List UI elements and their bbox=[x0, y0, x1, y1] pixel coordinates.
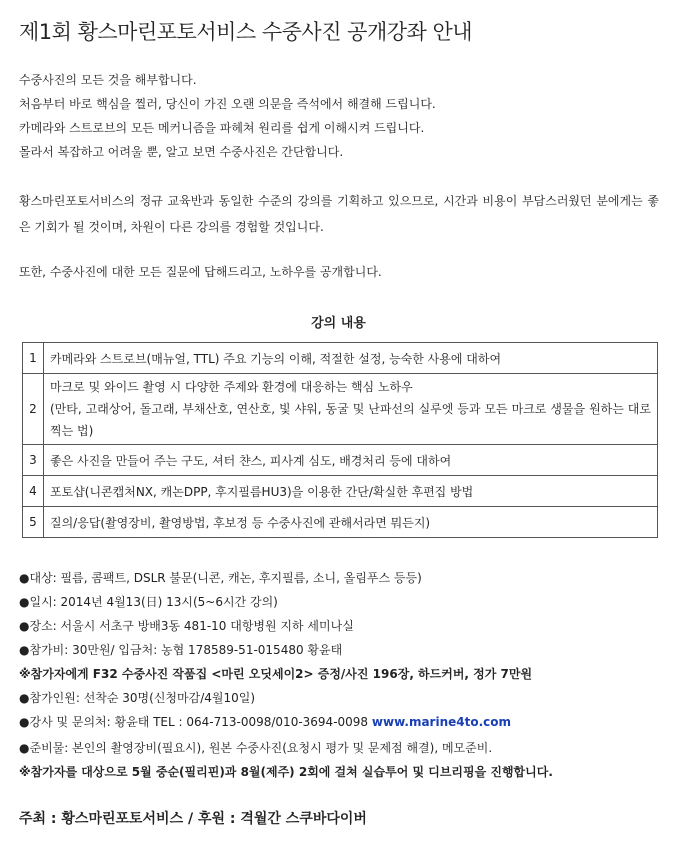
intro-line-2: 처음부터 바로 핵심을 찔러, 당신이 가진 오랜 의문을 즉석에서 해결해 드립니다. bbox=[19, 97, 436, 111]
row-line: (만타, 고래상어, 돌고래, 부채산호, 연산호, 빛 샤워, 동굴 및 난파선의 실루엣 등과 모든 마크로 생물을 원하는 대로 찍는 법) bbox=[50, 402, 651, 438]
course-section-title: 강의 내용 bbox=[311, 316, 366, 331]
row-content: 카메라와 스트로브(매뉴얼, TTL) 주요 기능의 이해, 적절한 설정, 능숙한 사용에 대하여 bbox=[44, 343, 658, 374]
info-target: ●대상: 필름, 콤팩트, DSLR 불문(니콘, 캐논, 후지필름, 소니, 올림푸스 등등) bbox=[19, 571, 422, 585]
table-row bbox=[23, 476, 658, 507]
row-line: 마크로 및 와이드 촬영 시 다양한 주제와 환경에 대응하는 핵심 노하우 bbox=[50, 380, 413, 394]
info-tour: ※참가자를 대상으로 5월 중순(필리핀)과 8월(제주) 2회에 걸쳐 실습투어 및 디브리핑을 진행합니다. bbox=[19, 765, 553, 779]
info-contact: ●강사 및 문의처: 황윤태 TEL : 064-713-0098/010-3694-0098 bbox=[19, 715, 372, 729]
row-content: 포토샵(니콘캡처NX, 캐논DPP, 후지필름HU3)을 이용한 간단/확실한 후편집 방법 bbox=[44, 476, 658, 507]
row-content: 질의/응답(촬영장비, 촬영방법, 후보정 등 수중사진에 관해서라면 뭐든지) bbox=[44, 507, 658, 538]
info-fee: ●참가비: 30만원/ 입금처: 농협 178589-51-015480 황윤태 bbox=[19, 643, 343, 657]
intro-paragraph-2: 황스마린포토서비스의 정규 교육반과 동일한 수준의 강의를 기획하고 있으므로, 시간과 비용이 부담스러웠던 분에게는 좋은 기회가 될 것이며, 차원이 다른 강의를 경험할 것입니다. bbox=[19, 194, 659, 234]
info-gift: ※참가자에게 F32 수중사진 작품집 <마린 오딧세이2> 증정/사진 196장, 하드커버, 정가 7만원 bbox=[19, 667, 533, 681]
row-content bbox=[44, 374, 658, 445]
info-place: ●장소: 서울시 서초구 방배3동 481-10 대항병원 지하 세미나실 bbox=[19, 619, 354, 633]
row-number: 3 bbox=[23, 445, 44, 476]
page-title: 제1회 황스마린포토서비스 수중사진 공개강좌 안내 bbox=[19, 20, 473, 44]
row-number: 5 bbox=[23, 507, 44, 538]
row-number: 1 bbox=[23, 343, 44, 374]
info-contact-line bbox=[19, 714, 669, 730]
website-link[interactable]: www.marine4to.com bbox=[371, 715, 512, 729]
row-number: 2 bbox=[23, 374, 44, 445]
course-table bbox=[22, 342, 658, 538]
info-prepare: ●준비물: 본인의 촬영장비(필요시), 원본 수중사진(요청시 평가 및 문제점 해결), 메모준비. bbox=[19, 741, 493, 755]
intro-line-3: 카메라와 스트로브의 모든 메커니즘을 파헤쳐 원리를 쉽게 이해시켜 드립니다. bbox=[19, 121, 425, 135]
table-row bbox=[23, 445, 658, 476]
table-row bbox=[23, 507, 658, 538]
intro-paragraph-3: 또한, 수중사진에 대한 모든 질문에 답해드리고, 노하우를 공개합니다. bbox=[19, 265, 382, 279]
table-row bbox=[23, 374, 658, 445]
table-row bbox=[23, 343, 658, 374]
row-content: 좋은 사진을 만들어 주는 구도, 셔터 챤스, 피사계 심도, 배경처리 등에 대하여 bbox=[44, 445, 658, 476]
intro-line-1: 수중사진의 모든 것을 해부합니다. bbox=[19, 73, 197, 87]
info-datetime: ●일시: 2014년 4월13(日) 13시(5~6시간 강의) bbox=[19, 595, 278, 609]
intro-line-4: 몰라서 복잡하고 어려울 뿐, 알고 보면 수중사진은 간단합니다. bbox=[19, 145, 344, 159]
info-capacity: ●참가인원: 선착순 30명(신청마감/4월10일) bbox=[19, 691, 256, 705]
footer-organizer: 주최 : 황스마린포토서비스 / 후원 : 격월간 스쿠바다이버 bbox=[19, 811, 367, 827]
row-number: 4 bbox=[23, 476, 44, 507]
